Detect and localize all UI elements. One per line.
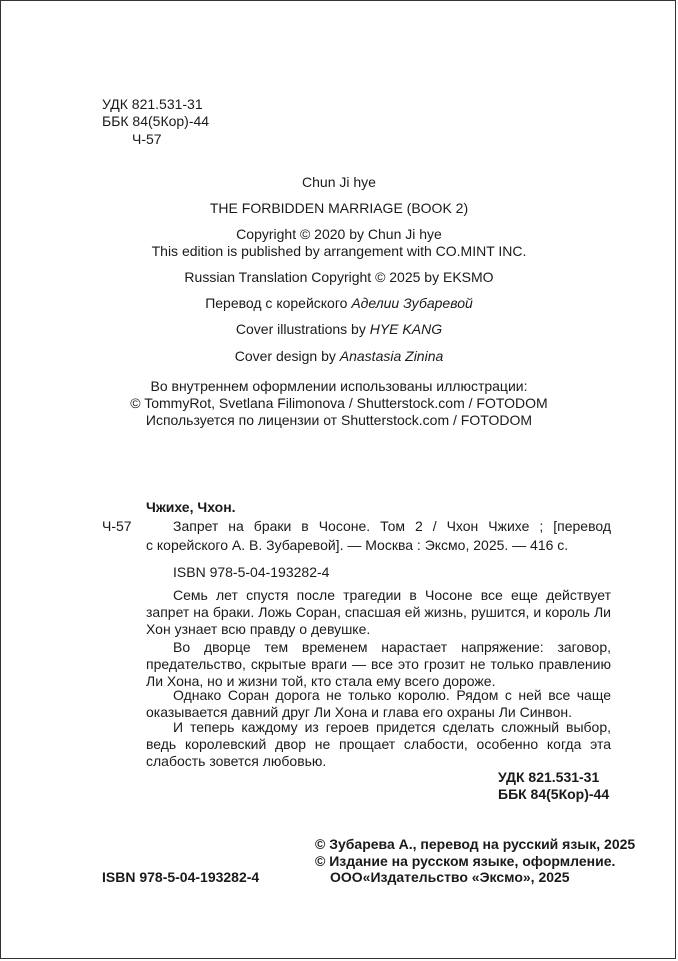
russian-translation-line: Russian Translation Copyright © 2025 by EKSMO (184, 269, 494, 285)
cover-design-name: Anastasia Zinina (339, 348, 444, 364)
catalog-description-line-2: с корейского А. В. Зубаревой]. — Москва : Эксмо, 2025. — 416 с. (146, 537, 569, 553)
author-mark: Ч-57 (132, 131, 162, 147)
annotation-paragraph-3: Однако Соран дорога не только королю. Рядом с ней все чаще оказывается давний друг Ли Хона и глава его охраны Ли Синвон. (146, 687, 611, 720)
cover-illustrations-name: HYE KANG (369, 321, 443, 337)
translator-line (1, 295, 676, 312)
footer-copyright-3: ООО«Издательство «Эксмо», 2025 (330, 869, 570, 885)
catalog-mark: Ч-57 (102, 518, 132, 534)
bbk-code: ББК 84(5Кор)-44 (102, 113, 210, 129)
stock-line-1: Во внутреннем оформлении использованы иллюстрации: (150, 378, 528, 394)
cover-design-line (1, 348, 676, 365)
bottom-udk-code: УДК 821.531-31 (498, 769, 600, 785)
cover-illustrations-line (1, 321, 676, 338)
catalog-author-heading: Чжихе, Чхон. (146, 499, 236, 515)
translator-name: Аделии Зубаревой (351, 295, 473, 311)
stock-line-3: Используется по лицензии от Shutterstock.com / FOTODOM (145, 412, 533, 428)
catalog-description-line-1: Запрет на браки в Чосоне. Том 2 / Чхон Чжихе ; [перевод (173, 518, 611, 534)
arrangement-line: This edition is published by arrangement with CO.MINT INC. (151, 243, 527, 259)
author-en: Chun Ji hye (302, 174, 376, 190)
cover-design-prefix: Cover design by (234, 348, 340, 364)
annotation-paragraph-4: И теперь каждому из героев придется сделать сложный выбор, ведь королевский двор не прощает слабости, особенно когда эта слабость зовется любовью. (146, 719, 611, 769)
title-en: THE FORBIDDEN MARRIAGE (BOOK 2) (209, 200, 469, 216)
footer-copyright-1: © Зубарева А., перевод на русский язык, 2025 (315, 836, 636, 852)
cover-illustrations-prefix: Cover illustrations by (235, 321, 370, 337)
translator-prefix: Перевод с корейского (205, 295, 352, 311)
catalog-isbn: ISBN 978-5-04-193282-4 (173, 564, 330, 580)
copyright-line: Copyright © 2020 by Chun Ji hye (236, 226, 442, 242)
annotation-paragraph-1: Семь лет спустя после трагедии в Чосоне все еще действует запрет на браки. Ложь Соран, спасшая ей жизнь, рушится, и король Ли Хон узнает всю правду о девушке. (146, 587, 611, 637)
udk-code: УДК 821.531-31 (102, 96, 203, 112)
bottom-bbk-code: ББК 84(5Кор)-44 (498, 786, 610, 802)
footer-copyright-2: © Издание на русском языке, оформление. (315, 853, 616, 869)
footer-isbn: ISBN 978-5-04-193282-4 (102, 869, 260, 885)
annotation-paragraph-2: Во дворце тем временем нарастает напряжение: заговор, предательство, скрытые враги — все это грозит не только правлению Ли Хона, но и жизни той, кто стала ему всего дороже. (146, 639, 611, 689)
stock-line-2: © TommyRot, Svetlana Filimonova / Shutterstock.com / FOTODOM (130, 395, 548, 411)
